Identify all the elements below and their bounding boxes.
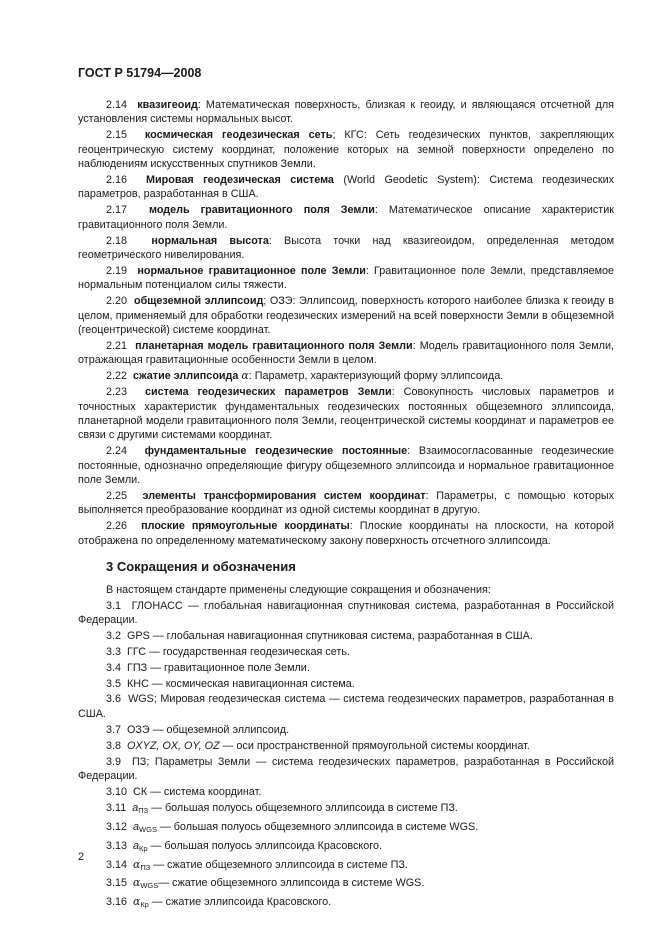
term-name: квазигеоид <box>137 99 198 111</box>
abbr-3-12: 3.12 $a_{WGS}$ — большая полуось общеземного эллипсоида в системе WGS. <box>106 820 479 834</box>
section-heading: 3 Сокращения и обозначения <box>106 559 296 575</box>
subscript: WGS <box>140 881 159 891</box>
subscript: ПЗ <box>138 805 149 815</box>
term-name: элементы трансформирования систем координат <box>142 490 426 503</box>
abbr-3-5: 3.5 КНС — космическая навигационная система. <box>106 677 355 690</box>
term-name: нормальная высота <box>151 234 269 247</box>
abbr-3-3: 3.3 ГГС — государственная геодезическая сеть. <box>106 645 350 658</box>
term-2-23: 2.23 система геодезических параметров Земли: Совокупность числовых параметров и точностных характеристик фундаментальных геодезических постоянных общеземного эллипсоида, планетарной модели гравитационного поля Земли, геоцентрической системы координат и параметров ее связи с другими системами координат. <box>78 386 615 442</box>
symbol: a <box>133 820 140 833</box>
document-header: ГОСТ Р 51794—2008 <box>78 66 202 80</box>
abbr-3-11: 3.11 $a_{ПЗ}$ — большая полуось общеземного эллипсоида в системе ПЗ. <box>106 801 458 815</box>
term-name: нормальное гравитационное поле Земли <box>137 264 366 277</box>
term-name: космическая геодезическая сеть <box>144 129 333 142</box>
term-2-21: 2.21 планетарная модель гравитационного поля Земли: Модель гравитационного поля Земли, отражающая гравитационные особенности Земли в целом. <box>78 340 615 367</box>
term-2-17: 2.17 модель гравитационного поля Земли: Математическое описание характеристик гравитационного поля Земли. <box>78 204 614 231</box>
document-body <box>78 98 614 914</box>
symbol: α <box>133 895 141 909</box>
term-name: плоские прямоугольные координаты <box>141 520 350 533</box>
subscript: Кр <box>139 843 148 853</box>
term-name: Мировая геодезическая система <box>146 174 334 187</box>
subscript: ПЗ <box>140 862 151 872</box>
alpha-symbol: α <box>241 369 249 383</box>
abbr-3-10: 3.10 СК — система координат. <box>106 785 262 798</box>
term-2-22: 2.22 сжатие эллипсоида α: Параметр, характеризующий форму эллипсоида. <box>106 369 504 383</box>
term-2-25: 2.25 элементы трансформирования систем координат: Параметры, с помощью которых выполняется преобразование координат из одной системы координат в другую. <box>78 490 615 517</box>
term-2-26: 2.26 плоские прямоугольные координаты: Плоские координаты на плоскости, на которой отображена по определенному математическому закону поверхность отсчетного эллипсоида. <box>78 520 615 547</box>
section-intro: В настоящем стандарте применены следующие сокращения и обозначения: <box>106 583 491 596</box>
abbr-3-4: 3.4 ГПЗ — гравитационное поле Земли. <box>106 661 310 674</box>
abbr-3-16: 3.16 $\alpha_{Кр}$ — сжатие эллипсоида Красовского. <box>106 895 332 910</box>
term-2-14: 2.14 квазигеоид: Математическая поверхность, близкая к геоиду, и являющаяся отсчетной для установления системы нормальных высот. <box>78 99 614 126</box>
term-name: общеземной эллипсоид <box>133 295 264 308</box>
term-name: фундаментальные геодезические постоянные <box>144 445 408 458</box>
term-2-15: 2.15 космическая геодезическая сеть; КГС: Сеть геодезических пунктов, закрепляющих геоцентрическую систему координат, положение которых на земной поверхности определено по наблюдениям искусственных спутников Земли. <box>78 129 615 171</box>
symbol: α <box>133 876 141 890</box>
abbr-3-14: 3.14 $\alpha_{ПЗ}$ — сжатие общеземного эллипсоида в системе ПЗ. <box>106 857 408 872</box>
term-2-19: 2.19 нормальное гравитационное поле Земли: Гравитационное поле Земли, представляемое нормальным потенциалом силы тяжести. <box>78 264 614 292</box>
symbol: a <box>133 839 140 852</box>
subscript: Кр <box>140 900 149 910</box>
abbr-3-1: 3.1 ГЛОНАСС — глобальная навигационная спутниковая система, разработанная в Российской Федерации. <box>78 599 615 626</box>
term-2-20: 2.20 общеземной эллипсоид; ОЗЭ: Эллипсоид, поверхность которого наиболее близка к геоиду в целом, применяемый для обработки геодезических измерений на всей поверхности Земли в общеземной (геоцентрической) системе координат. <box>78 295 615 337</box>
symbol: α <box>133 857 141 871</box>
abbr-3-2: 3.2 GPS — глобальная навигационная спутниковая система, разработанная в США. <box>106 629 533 642</box>
term-name: планетарная модель гравитационного поля Земли <box>135 340 413 352</box>
abbr-3-15: 3.15 $\alpha_{WGS}—$ сжатие общеземного эллипсоида в системе WGS. <box>106 876 425 891</box>
term-name: модель гравитационного поля Земли <box>149 204 375 217</box>
symbol: a <box>132 801 139 814</box>
abbr-3-8: 3.8 OXYZ, OX, OY, OZ — оси пространственной прямоугольной системы координат. <box>106 739 530 752</box>
term-2-18: 2.18 нормальная высота: Высота точки над квазигеоидом, определенная методом геометрического нивелирования. <box>78 234 614 262</box>
term-name: сжатие эллипсоида <box>133 370 239 383</box>
term-name: система геодезических параметров Земли <box>144 386 392 399</box>
term-2-24: 2.24 фундаментальные геодезические постоянные: Взаимосогласованные геодезические постоянные, однозначно определяющие фигуру общеземного эллипсоида и нормальное гравитационное поле Земли. <box>78 445 614 487</box>
abbr-3-7: 3.7 ОЗЭ — общеземной эллипсоид. <box>106 723 290 736</box>
abbr-3-13: 3.13 $a_{Кр}$ — большая полуось эллипсоида Красовского. <box>106 839 382 853</box>
subscript: WGS <box>139 824 157 834</box>
term-2-16: 2.16 Мировая геодезическая система (World Geodetic System): Система геодезических параметров, разработанная в США. <box>78 174 614 201</box>
abbr-3-9: 3.9 ПЗ; Параметры Земли — система геодезических параметров, разработанная в Российской Федерации. <box>78 755 615 782</box>
page-number: 2 <box>78 851 85 863</box>
abbr-3-6: 3.6 WGS; Мировая геодезическая система — система геодезических параметров, разработанная в США. <box>78 693 615 720</box>
